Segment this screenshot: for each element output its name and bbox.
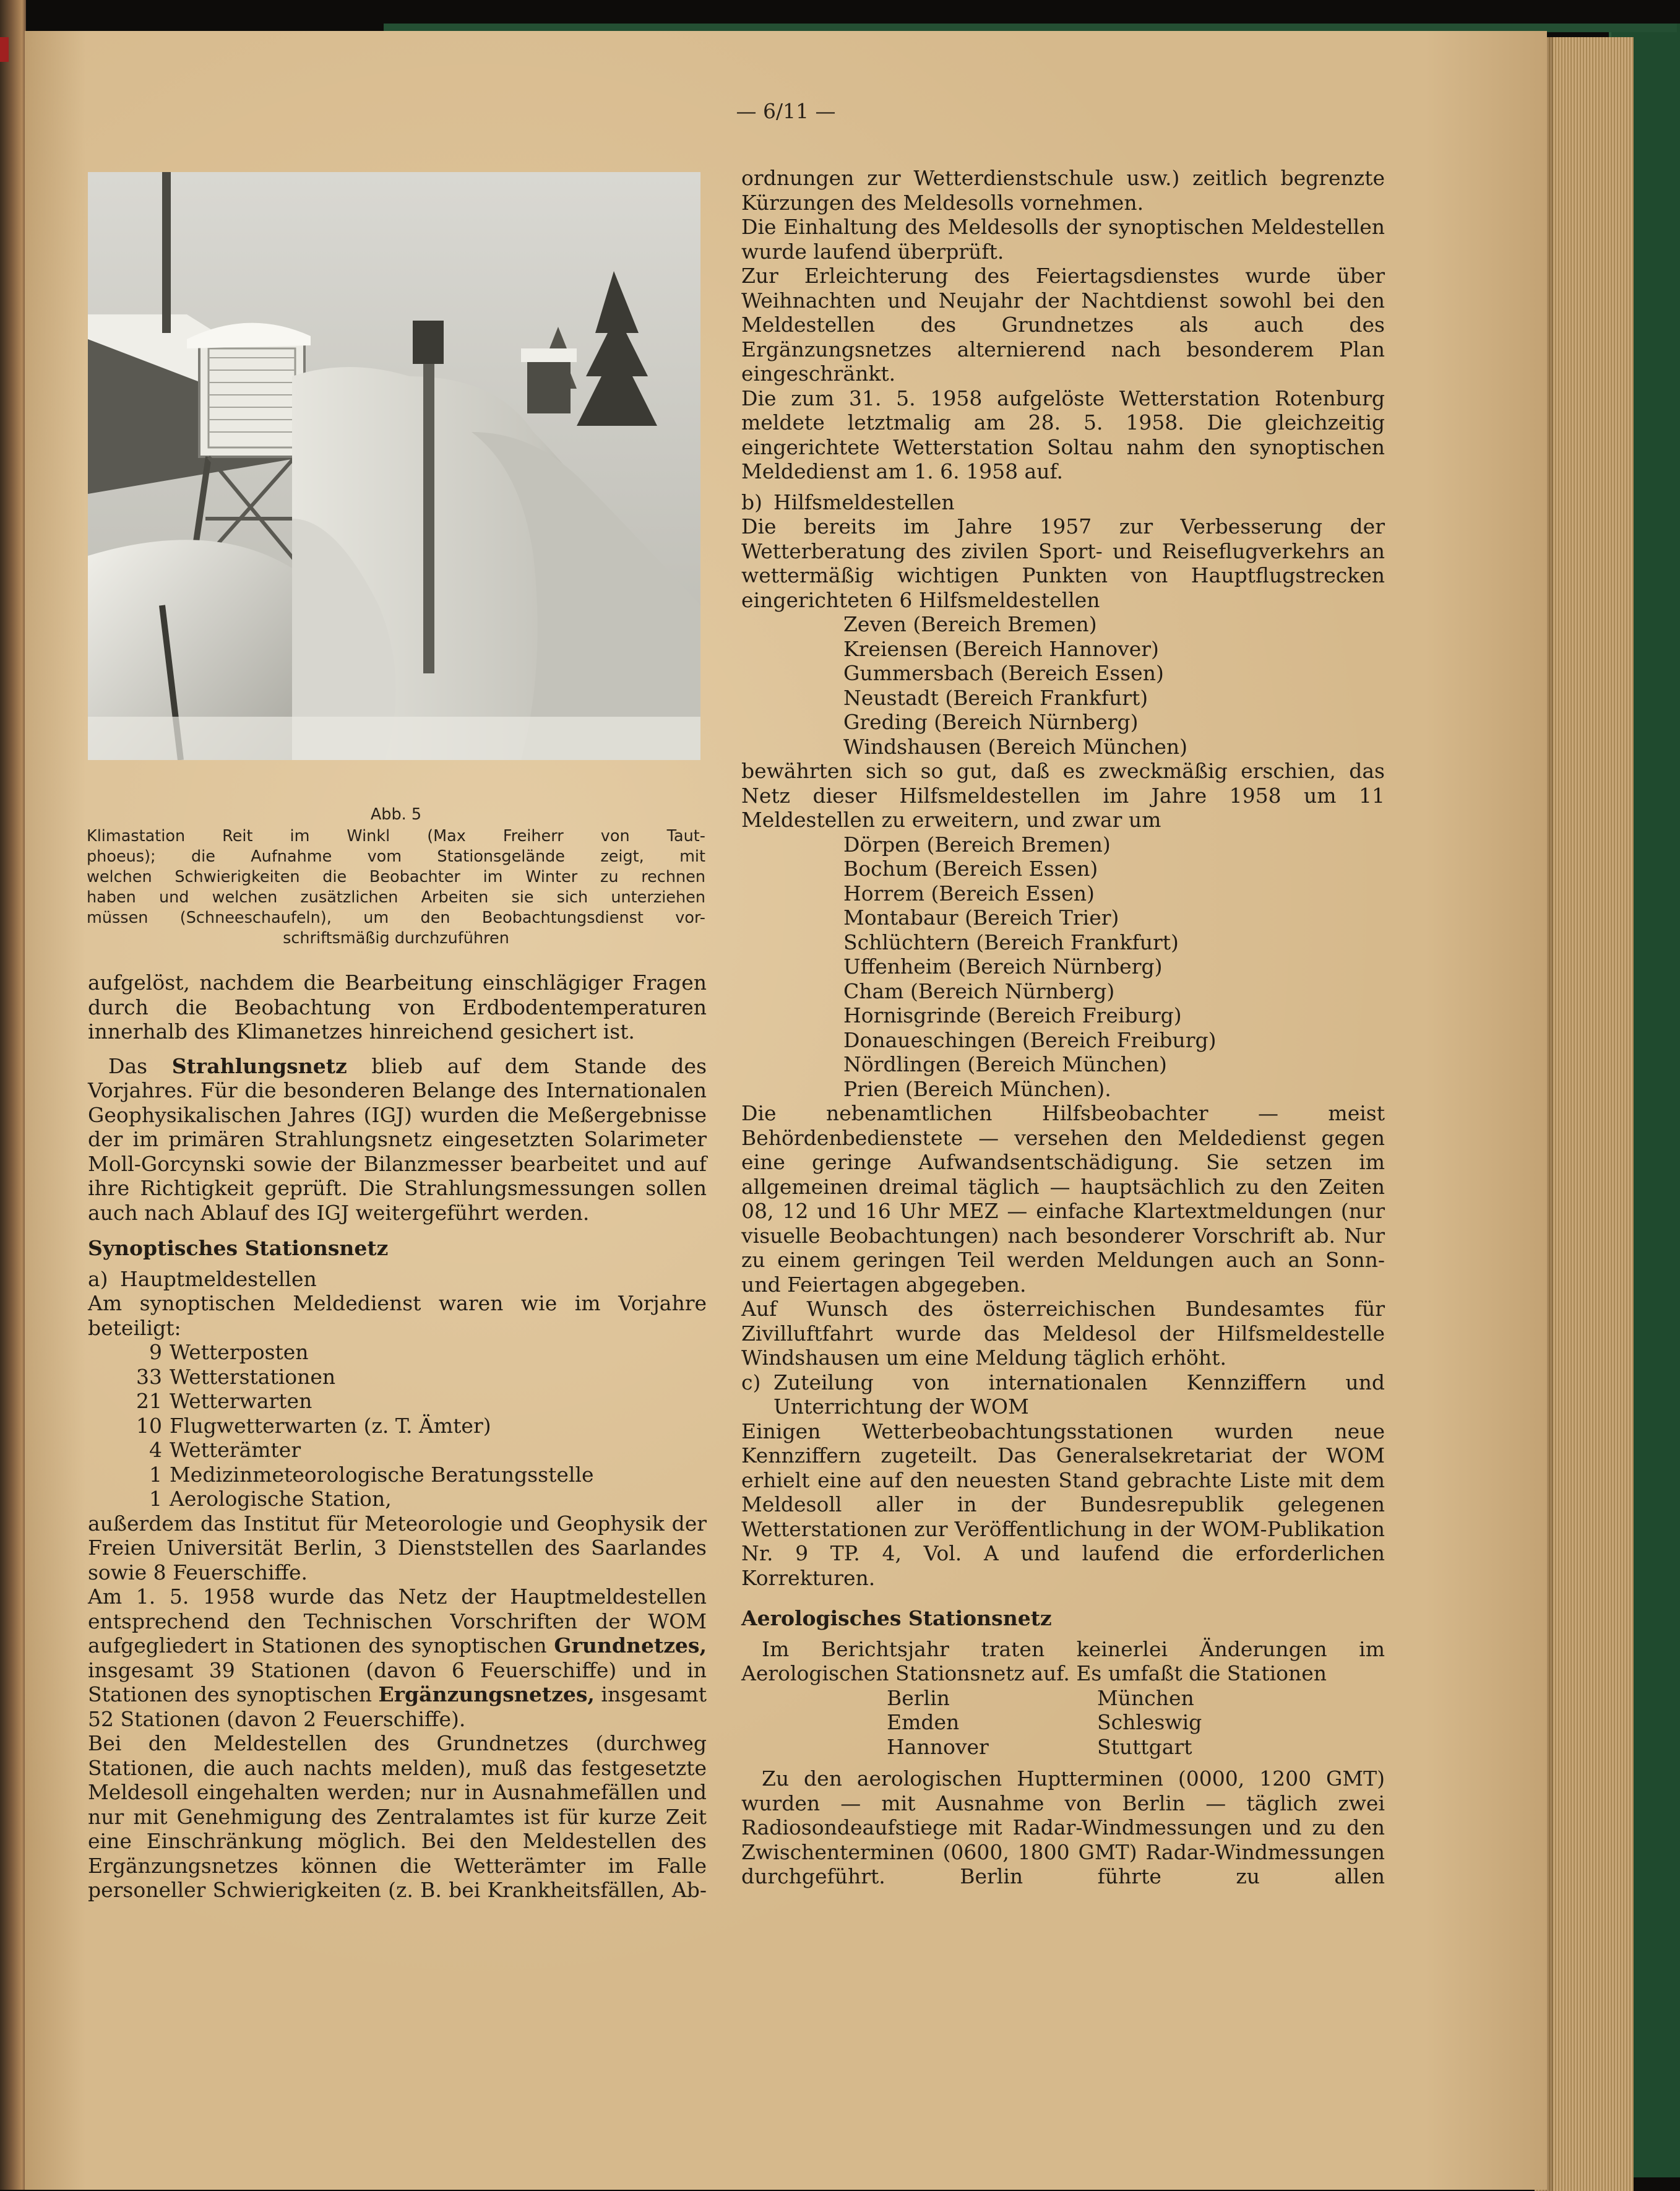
paragraph: Zu den aerologischen Huptterminen (0000, 1200 GMT) wurden — mit Ausnahme von Berlin — täglich zwei Radiosondeaufstiege mit Radar-Windmessungen und zu den Zwischenterminen (0600, 1800 GMT) Radar-Windmessungen durchgeführt. Berlin führte zu allen (741, 1766, 1385, 1888)
paragraph: Am synoptischen Meldedienst waren wie im Vorjahre beteiligt: (88, 1291, 707, 1340)
list-item: Stuttgart (1097, 1734, 1192, 1759)
snow-scene-image (88, 172, 700, 760)
document-page (25, 31, 1547, 2190)
paragraph-strahlungsnetz: Das Strahlungsnetz blieb auf dem Stande des Vorjahres. Für die besonderen Belange des Internationalen Geophysikalischen Jahres (IGJ) wurden die Meßergebnisse der im primären Strahlungsnetz eingesetzten Solarimeter Moll-Gorcynski sowie der Bilanzmesser bearbeitet und auf ihre Richtigkeit geprüft. Die Strahlungsmessungen sollen auch nach Ablauf des IGJ weitergeführt werden. (88, 1053, 707, 1225)
paragraph: Im Berichtsjahr traten keinerlei Änderungen im Aerologischen Stationsnetz auf. Es umfaßt die Stationen (741, 1636, 1385, 1685)
item-marker: b) (741, 490, 762, 514)
item-title: Hauptmeldestellen (120, 1266, 317, 1291)
list-item: Nördlingen (Bereich München) (843, 1052, 1167, 1076)
item-title: Hilfsmeldestellen (773, 490, 955, 514)
list-item: Cham (Bereich Nürnberg) (843, 979, 1115, 1003)
paragraph: Die bereits im Jahre 1957 zur Verbesserung der Wetterberatung des zivilen Sport- und Reiseflugverkehrs an wettermäßig wichtigen Punkten von Hauptflugstrecken eingerichteten 6 Hilfsmeldestellen (741, 514, 1385, 612)
paragraph: Einigen Wetterbeobachtungsstationen wurden neue Kennziffern zugeteilt. Das Generalsekretariat der WOM erhielt eine auf den neuesten Stand gebrachte Liste mit dem Meldesoll aller in der Bundesrepublik gelegenen Wetterstationen zur Veröffentlichung in der WOM-Publikation Nr. 9 TP. 4, Vol. A und laufend die erforderlichen Korrekturen. (741, 1419, 1385, 1590)
list-item: Berlin (887, 1685, 950, 1710)
caption-line: haben und welchen zusätzlichen Arbeiten sie sich unterziehen (87, 888, 705, 907)
places-list-1957 (843, 612, 1385, 759)
list-item: Horrem (Bereich Essen) (843, 881, 1095, 905)
list-item: 10 Flugwetterwarten (z. T. Ämter) (136, 1413, 491, 1438)
list-item: 9 Wetterposten (149, 1340, 309, 1364)
caption-line: Klimastation Reit im Winkl (Max Freiherr von Taut- (87, 827, 705, 845)
station-count-list (132, 1340, 707, 1511)
left-column (88, 970, 707, 1903)
list-item: Schleswig (1097, 1710, 1202, 1734)
list-item: Prien (Bereich München). (843, 1076, 1111, 1101)
paragraph: bewährten sich so gut, daß es zweckmäßig erschien, das Netz dieser Hilfsmeldestellen im Jahre 1958 um 11 Meldestellen zu erweitern, und zwar um (741, 759, 1385, 832)
list-item: Windshausen (Bereich München) (843, 734, 1188, 759)
list-item: Neustadt (Bereich Frankfurt) (843, 685, 1148, 710)
list-item: Uffenheim (Bereich Nürnberg) (843, 954, 1163, 979)
list-item: Zeven (Bereich Bremen) (843, 612, 1097, 636)
paragraph: Bei den Meldestellen des Grundnetzes (durchweg Stationen, die auch nachts melden), muß das festgesetzte Meldesoll eingehalten werden; nur in Ausnahmefällen und nur mit Genehmigung des Zentralamtes ist für kurze Zeit eine Einschränkung möglich. Bei den Meldestellen des Ergänzungsnetzes können die Wetterämter im Falle personeller Schwierigkeiten (z. B. bei Krankheitsfällen, Ab- (88, 1731, 707, 1902)
paragraph: Die Einhaltung des Meldesolls der synoptischen Meldestellen wurde laufend überprüft. (741, 215, 1385, 264)
list-item: Montabaur (Bereich Trier) (843, 905, 1119, 930)
bookmark-ribbon (0, 37, 9, 62)
paragraph: Die nebenamtlichen Hilfsbeobachter — meist Behördenbedienstete — versehen den Meldedienst gegen eine geringe Aufwandsentschädigung. Sie setzen im allgemeinen dreimal täglich — hauptsächlich zu den Zeiten 08, 12 und 16 Uhr MEZ — einfache Klartextmeldungen (nur visuelle Beobachtungen) nach besonderer Vorschrift ab. Nur zu einem geringen Teil werden Meldungen auch an Sonn- und Feiertagen abgegeben. (741, 1101, 1385, 1297)
list-item: Dörpen (Bereich Bremen) (843, 832, 1111, 857)
caption-line: schriftsmäßig durchzuführen (283, 929, 509, 948)
item-marker: a) (88, 1266, 108, 1291)
list-item: Kreiensen (Bereich Hannover) (843, 636, 1159, 661)
list-item: 1 Medizinmeteorologische Beratungsstelle (149, 1462, 594, 1487)
caption-line: müssen (Schneeschaufeln), um den Beobachtungsdienst vor- (87, 909, 705, 927)
bold-term: Strahlungsnetz (171, 1053, 347, 1078)
list-item-a (88, 1267, 707, 1292)
list-item: Gummersbach (Bereich Essen) (843, 661, 1164, 685)
section-heading: Synoptisches Stationsnetz (88, 1236, 389, 1260)
item-marker: c) (741, 1370, 761, 1394)
list-item: Hannover (887, 1734, 989, 1759)
paragraph: aufgelöst, nachdem die Bearbeitung einschlägiger Fragen durch die Beobachtung von Erdbodentemperaturen innerhalb des Klimanetzes hinreichend gesichert ist. (88, 970, 707, 1044)
list-item: Donaueschingen (Bereich Freiburg) (843, 1027, 1217, 1052)
list-item-c (741, 1370, 1385, 1419)
list-item: Greding (Bereich Nürnberg) (843, 710, 1139, 734)
list-item: 33 Wetterstationen (136, 1364, 336, 1389)
list-item: Bochum (Bereich Essen) (843, 857, 1098, 881)
left-page-edge (0, 0, 26, 2190)
aerological-stations-list (887, 1686, 1385, 1760)
right-column (741, 166, 1385, 1889)
list-item: 4 Wetterämter (149, 1438, 301, 1462)
section-heading: Aerologisches Stationsnetz (741, 1606, 1052, 1630)
list-item: Emden (887, 1710, 960, 1734)
paragraph: außerdem das Institut für Meteorologie und Geophysik der Freien Universität Berlin, 3 Dienststellen des Saarlandes sowie 8 Feuerschiffe. (88, 1511, 707, 1584)
list-item: München (1097, 1685, 1194, 1710)
paragraph: Die zum 31. 5. 1958 aufgelöste Wetterstation Rotenburg meldete letztmalig am 28. 5. 1958. Die gleichzeitig eingerichtete Wetterstation Soltau nahm den synoptischen Meldedienst am 1. 6. 1958 auf. (741, 386, 1385, 483)
paragraph: ordnungen zur Wetterdienstschule usw.) zeitlich begrenzte Kürzungen des Meldesolls vornehmen. (741, 166, 1385, 215)
paragraph: Zur Erleichterung des Feiertagsdienstes wurde über Weihnachten und Neujahr der Nachtdienst sowohl bei den Meldestellen des Grundnetzes als auch des Ergänzungsnetzes alternierend nach besonderem Plan eingeschränkt. (741, 264, 1385, 386)
paragraph-grundnetz: Am 1. 5. 1958 wurde das Netz der Hauptmeldestellen entsprechend den Technischen Vorschriften der WOM aufgegliedert in Stationen des synoptischen Grundnetzes, insgesamt 39 Stationen (davon 6 Feuerschiffe) und in Stationen des synoptischen Ergänzungsnetzes, insgesamt 52 Stationen (davon 2 Feuerschiffe). (88, 1584, 707, 1731)
caption-line: welchen Schwierigkeiten die Beobachter im Winter zu rechnen (87, 868, 705, 886)
page-number: — 6/11 — (736, 99, 836, 123)
bold-term: Grundnetzes, (554, 1633, 707, 1657)
figure-label: Abb. 5 (370, 805, 422, 824)
list-item: 1 Aerologische Station, (149, 1487, 392, 1511)
places-list-1958 (843, 832, 1385, 1102)
bold-term: Ergänzungsnetzes, (378, 1682, 595, 1706)
figure-caption (87, 805, 705, 949)
list-item: 21 Wetterwarten (136, 1389, 312, 1413)
item-title: Zuteilung von internationalen Kennziffern und Unterrichtung der WOM (773, 1370, 1385, 1419)
paragraph: Auf Wunsch des österreichischen Bundesamtes für Zivilluftfahrt wurde das Meldesol der Hilfsmeldestelle Windshausen um eine Meldung täglich erhöht. (741, 1297, 1385, 1370)
list-item: Schlüchtern (Bereich Frankfurt) (843, 930, 1179, 954)
caption-line: phoeus); die Aufnahme vom Stationsgelände zeigt, mit (87, 847, 705, 866)
weather-station-photo (88, 172, 700, 760)
list-item-b (741, 490, 1385, 515)
list-item: Hornisgrinde (Bereich Freiburg) (843, 1003, 1182, 1027)
